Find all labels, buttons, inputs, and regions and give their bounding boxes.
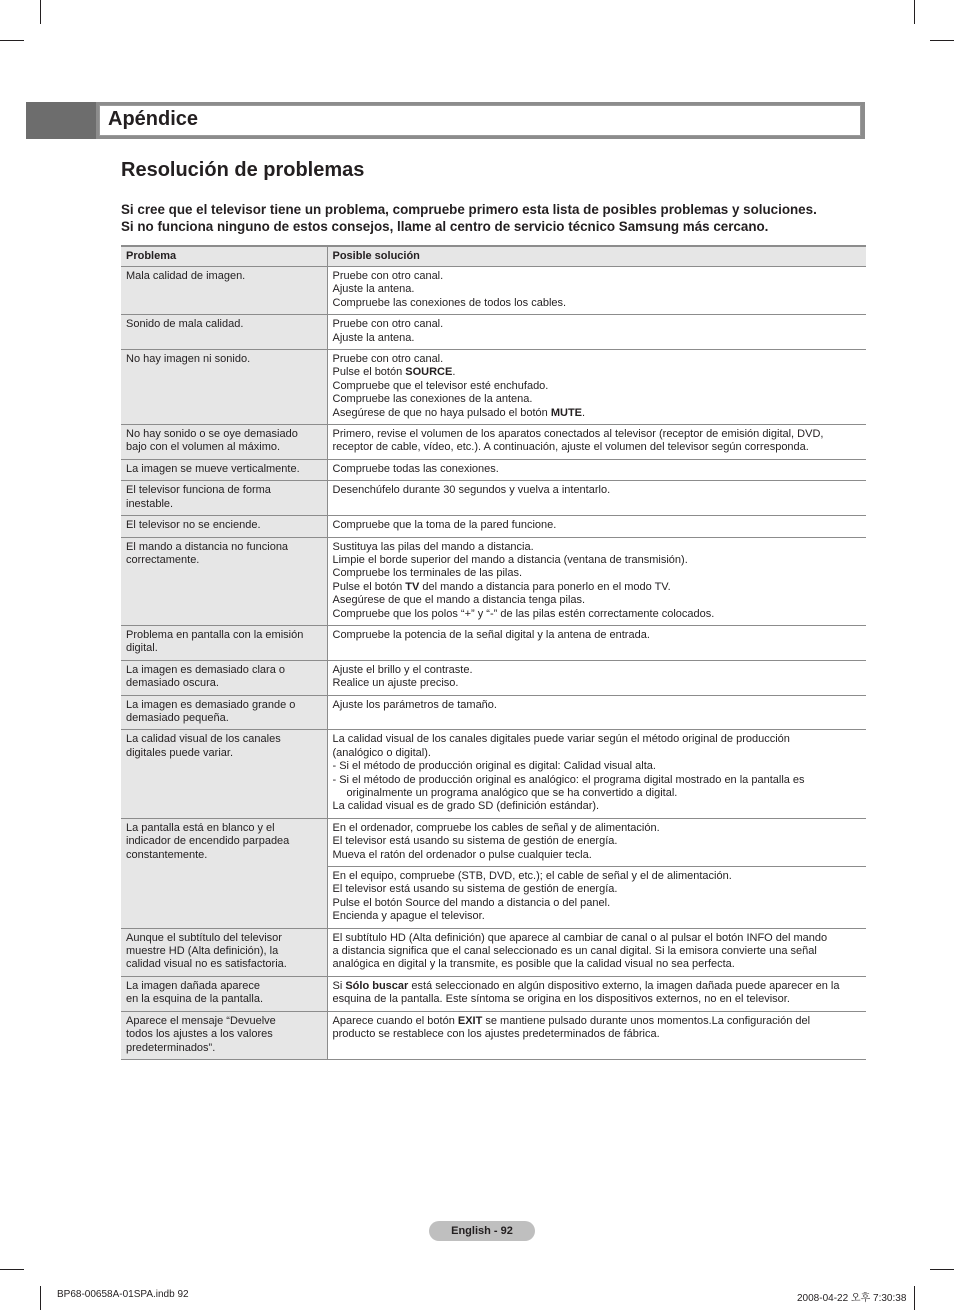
solution-cell	[327, 928, 866, 976]
solution-text: originalmente un programa analógico que se ha convertido a digital.	[346, 787, 678, 799]
problem-cell	[121, 516, 327, 537]
solution-text: Encienda y apague el televisor.	[332, 910, 485, 923]
solution-text: Aparece cuando el botón	[332, 1014, 458, 1027]
table-row	[121, 730, 866, 818]
solution-text: se mantiene pulsado durante unos momentos.La configuración del	[482, 1014, 811, 1027]
problem-line: No hay sonido o se oye demasiado	[126, 428, 298, 441]
table-row	[121, 315, 866, 350]
solution-cell	[327, 516, 866, 537]
solution-text: analógica en digital y la transmite, es posible que la calidad visual no sea perfecta.	[332, 958, 735, 971]
table-row	[121, 516, 866, 537]
problem-line: muestre HD (Alta definición), la	[126, 945, 279, 958]
solution-line	[333, 800, 862, 813]
problem-cell	[121, 425, 327, 460]
solution-text: producto se restablece con los ajustes predeterminados de fábrica.	[332, 1028, 660, 1041]
crop-mark	[914, 0, 915, 24]
page-title: Resolución de problemas	[121, 159, 365, 181]
problem-line: El televisor funciona de forma	[126, 484, 271, 497]
solution-text: del mando a distancia para ponerlo en el modo TV.	[419, 580, 671, 593]
problem-line: indicador de encendido parpadea	[126, 835, 290, 848]
section-header-box	[99, 105, 861, 136]
column-header-solution: Posible solución	[327, 246, 866, 267]
section-title: Apéndice	[108, 108, 199, 130]
problem-line: La imagen dañada aparece	[126, 979, 260, 992]
page-number: English - 92	[429, 1221, 535, 1241]
solution-line	[333, 332, 862, 345]
solution-line	[333, 1028, 862, 1041]
button-name-text: EXIT	[457, 1014, 483, 1027]
problem-line: La imagen es demasiado clara o	[126, 663, 285, 676]
solution-text: Asegúrese de que no haya pulsado el botón	[332, 406, 551, 419]
crop-mark	[930, 1269, 954, 1270]
solution-cell	[327, 818, 866, 866]
table-row	[121, 695, 866, 730]
column-header-problem: Problema	[121, 246, 327, 267]
problem-cell	[121, 267, 327, 315]
solution-text: Ajuste la antena.	[332, 283, 415, 296]
solution-line	[333, 407, 862, 420]
solution-line	[333, 699, 862, 712]
solution-cell	[327, 425, 866, 460]
problem-cell	[121, 1011, 327, 1059]
solution-line	[333, 629, 862, 642]
solution-text: Mueva el ratón del ordenador o pulse cualquier tecla.	[332, 848, 592, 861]
solution-cell	[327, 459, 866, 480]
section-header	[26, 102, 865, 139]
problem-line: en la esquina de la pantalla.	[126, 993, 263, 1006]
problem-line: digitales puede variar.	[126, 746, 234, 759]
crop-mark	[914, 1286, 915, 1310]
solution-cell	[327, 625, 866, 660]
problem-cell	[121, 625, 327, 660]
solution-line	[333, 733, 862, 746]
problem-cell	[121, 315, 327, 350]
solution-line	[333, 822, 862, 835]
problem-cell	[121, 695, 327, 730]
solution-text: En el equipo, compruebe (STB, DVD, etc.); el cable de señal y el de alimentación.	[332, 870, 732, 883]
solution-cell	[327, 867, 866, 929]
solution-text: Compruebe que la toma de la pared funcione.	[332, 519, 557, 532]
problem-cell	[121, 660, 327, 695]
problem-line: No hay imagen ni sonido.	[126, 353, 251, 366]
solution-cell	[327, 315, 866, 350]
button-name-text: Sólo buscar	[345, 979, 409, 992]
button-name-text: SOURCE	[405, 366, 453, 379]
problem-line: El mando a distancia no funciona	[126, 540, 289, 553]
solution-text: Compruebe la potencia de la señal digital y la antena de entrada.	[332, 628, 650, 641]
intro-line: Si cree que el televisor tiene un problema, compruebe primero esta lista de posibles problemas y soluciones.	[121, 202, 817, 217]
solution-text: El televisor está usando su sistema de gestión de energía.	[332, 835, 618, 848]
table-row	[121, 350, 866, 425]
table-row	[121, 481, 866, 516]
button-name-text: TV	[405, 580, 420, 593]
solution-line	[333, 567, 862, 580]
solution-text: Pruebe con otro canal.	[332, 353, 444, 366]
problem-line: correctamente.	[126, 553, 200, 566]
solution-text: Desenchúfelo durante 30 segundos y vuelva a intentarlo.	[332, 484, 611, 497]
solution-line	[333, 428, 862, 441]
problem-line: La pantalla está en blanco y el	[126, 821, 275, 834]
table-row	[121, 976, 866, 1011]
problem-line: inestable.	[126, 497, 174, 510]
problem-line: La imagen es demasiado grande o	[126, 698, 296, 711]
solution-line	[333, 677, 862, 690]
solution-line	[333, 608, 862, 621]
solution-text: Sustituya las pilas del mando a distancia.	[332, 540, 534, 553]
print-slug-date: 2008-04-22 오후 7:30:38	[797, 1293, 907, 1304]
problem-line: La imagen se mueve verticalmente.	[126, 462, 300, 475]
problem-line: Problema en pantalla con la emisión	[126, 628, 304, 641]
table-row	[121, 1011, 866, 1059]
problem-line: constantemente.	[126, 848, 208, 861]
solution-line	[333, 519, 862, 532]
solution-text: receptor de cable, vídeo, etc.). A continuación, ajuste el volumen del televisor según corresponda.	[332, 441, 809, 454]
problem-line: Mala calidad de imagen.	[126, 270, 246, 282]
solution-text: La calidad visual de los canales digitales puede variar según el método original de producción	[332, 733, 790, 746]
solution-text: - Si el método de producción original es analógico: el programa digital mostrado en la pantalla es	[332, 773, 805, 786]
solution-text: El televisor está usando su sistema de gestión de energía.	[332, 883, 618, 896]
solution-text: Limpie el borde superior del mando a distancia (ventana de transmisión).	[332, 553, 688, 566]
solution-text: Compruebe todas las conexiones.	[332, 462, 499, 475]
solution-line	[333, 835, 862, 848]
problem-line: demasiado pequeña.	[126, 711, 229, 724]
crop-mark	[40, 0, 41, 24]
solution-text: Compruebe los terminales de las pilas.	[332, 567, 523, 580]
crop-mark	[930, 40, 954, 41]
problem-cell	[121, 730, 327, 818]
problem-line: todos los ajustes a los valores	[126, 1028, 273, 1041]
button-name-text: MUTE	[550, 406, 583, 419]
intro-line: Si no funciona ninguno de estos consejos, llame al centro de servicio técnico Samsung más cercano.	[121, 219, 769, 234]
solution-line	[333, 1015, 862, 1028]
solution-text: Compruebe que el televisor esté enchufado.	[332, 379, 549, 392]
table-header-row	[121, 246, 866, 267]
solution-line	[333, 318, 862, 331]
solution-text: Ajuste los parámetros de tamaño.	[332, 698, 497, 711]
solution-text: Pulse el botón	[332, 580, 406, 593]
solution-line	[333, 787, 862, 800]
solution-line	[333, 870, 862, 883]
solution-cell	[327, 660, 866, 695]
solution-text: .	[452, 366, 456, 379]
problem-line: calidad visual no es satisfactoria.	[126, 958, 287, 971]
solution-text: - Si el método de producción original es digital: Calidad visual alta.	[332, 760, 656, 773]
crop-mark	[0, 1269, 24, 1270]
solution-text: Pruebe con otro canal.	[332, 318, 444, 331]
problem-cell	[121, 459, 327, 480]
section-header-tab	[26, 102, 96, 139]
intro-text	[121, 201, 866, 235]
solution-line	[333, 366, 862, 379]
solution-line	[333, 774, 862, 787]
solution-text: Pulse el botón Source del mando a distancia o del panel.	[332, 896, 611, 909]
solution-line	[333, 747, 862, 760]
solution-line	[333, 958, 862, 971]
solution-line	[333, 463, 862, 476]
problem-line: demasiado oscura.	[126, 677, 219, 690]
solution-line	[333, 945, 862, 958]
table-row	[121, 625, 866, 660]
problem-line: Sonido de mala calidad.	[126, 318, 244, 331]
solution-line	[333, 270, 862, 283]
table-row	[121, 537, 866, 625]
solution-text: La calidad visual es de grado SD (definición estándar).	[332, 800, 600, 813]
solution-cell	[327, 481, 866, 516]
problem-line: Aparece el mensaje “Devuelve	[126, 1014, 276, 1027]
solution-text: En el ordenador, compruebe los cables de señal y de alimentación.	[332, 821, 660, 834]
problem-line: predeterminados”.	[126, 1041, 216, 1054]
solution-line	[333, 297, 862, 310]
solution-text: Primero, revise el volumen de los aparatos conectados al televisor (receptor de emisión digital, DVD,	[332, 428, 824, 441]
table-row	[121, 818, 866, 866]
solution-line	[333, 353, 862, 366]
solution-text: Ajuste la antena.	[332, 331, 415, 344]
solution-line	[333, 283, 862, 296]
solution-text: Compruebe las conexiones de todos los cables.	[332, 296, 567, 309]
crop-mark	[40, 1286, 41, 1310]
solution-line	[333, 581, 862, 594]
solution-text: El subtítulo HD (Alta definición) que aparece al cambiar de canal o al pulsar el botón INFO del mando	[332, 931, 828, 944]
troubleshooting-table	[121, 245, 866, 1060]
problem-line: digital.	[126, 642, 158, 655]
solution-line	[333, 441, 862, 454]
solution-text: está seleccionado en algún dispositivo externo, la imagen dañada puede aparecer en la	[408, 979, 840, 992]
solution-text: Si	[332, 979, 346, 992]
crop-mark	[0, 40, 24, 41]
solution-line	[333, 849, 862, 862]
solution-line	[333, 664, 862, 677]
solution-text: Pulse el botón	[332, 366, 406, 379]
solution-line	[333, 554, 862, 567]
solution-text: Compruebe que los polos “+” y “-” de las pilas estén correctamente colocados.	[332, 607, 715, 620]
solution-line	[333, 932, 862, 945]
solution-line	[333, 380, 862, 393]
solution-line	[333, 993, 862, 1006]
solution-text: .	[582, 406, 586, 419]
problem-line: El televisor no se enciende.	[126, 519, 261, 532]
solution-line	[333, 594, 862, 607]
solution-line	[333, 883, 862, 896]
table-body	[121, 267, 866, 1060]
solution-text: Compruebe las conexiones de la antena.	[332, 393, 533, 406]
solution-line	[333, 393, 862, 406]
solution-text: Realice un ajuste preciso.	[332, 677, 459, 690]
solution-text: esquina de la pantalla. Este síntoma se origina en los dispositivos externos, no en el televisor.	[332, 993, 790, 1006]
problem-line: La calidad visual de los canales	[126, 733, 281, 746]
solution-cell	[327, 695, 866, 730]
table-row	[121, 660, 866, 695]
problem-cell	[121, 976, 327, 1011]
table-row	[121, 928, 866, 976]
solution-line	[333, 484, 862, 497]
problem-line: bajo con el volumen al máximo.	[126, 441, 281, 454]
problem-cell	[121, 481, 327, 516]
solution-line	[333, 980, 862, 993]
table-row	[121, 267, 866, 315]
table-row	[121, 459, 866, 480]
problem-cell	[121, 928, 327, 976]
solution-text: Ajuste el brillo y el contraste.	[332, 663, 473, 676]
solution-cell	[327, 976, 866, 1011]
solution-cell	[327, 1011, 866, 1059]
problem-cell	[121, 818, 327, 928]
problem-cell	[121, 350, 327, 425]
solution-text: (analógico o digital).	[332, 746, 431, 759]
solution-cell	[327, 267, 866, 315]
solution-cell	[327, 730, 866, 818]
solution-line	[333, 910, 862, 923]
solution-line	[333, 897, 862, 910]
solution-line	[333, 760, 862, 773]
solution-text: a distancia significa que el canal seleccionado es un canal digital. Si la emisora convierte una señal	[332, 945, 817, 958]
problem-cell	[121, 537, 327, 625]
print-slug-file: BP68-00658A-01SPA.indb 92	[57, 1289, 189, 1300]
table-row	[121, 425, 866, 460]
solution-cell	[327, 350, 866, 425]
solution-cell	[327, 537, 866, 625]
problem-line: Aunque el subtítulo del televisor	[126, 931, 282, 944]
solution-text: Pruebe con otro canal.	[332, 270, 444, 282]
solution-text: Asegúrese de que el mando a distancia tenga pilas.	[332, 594, 586, 607]
solution-line	[333, 541, 862, 554]
